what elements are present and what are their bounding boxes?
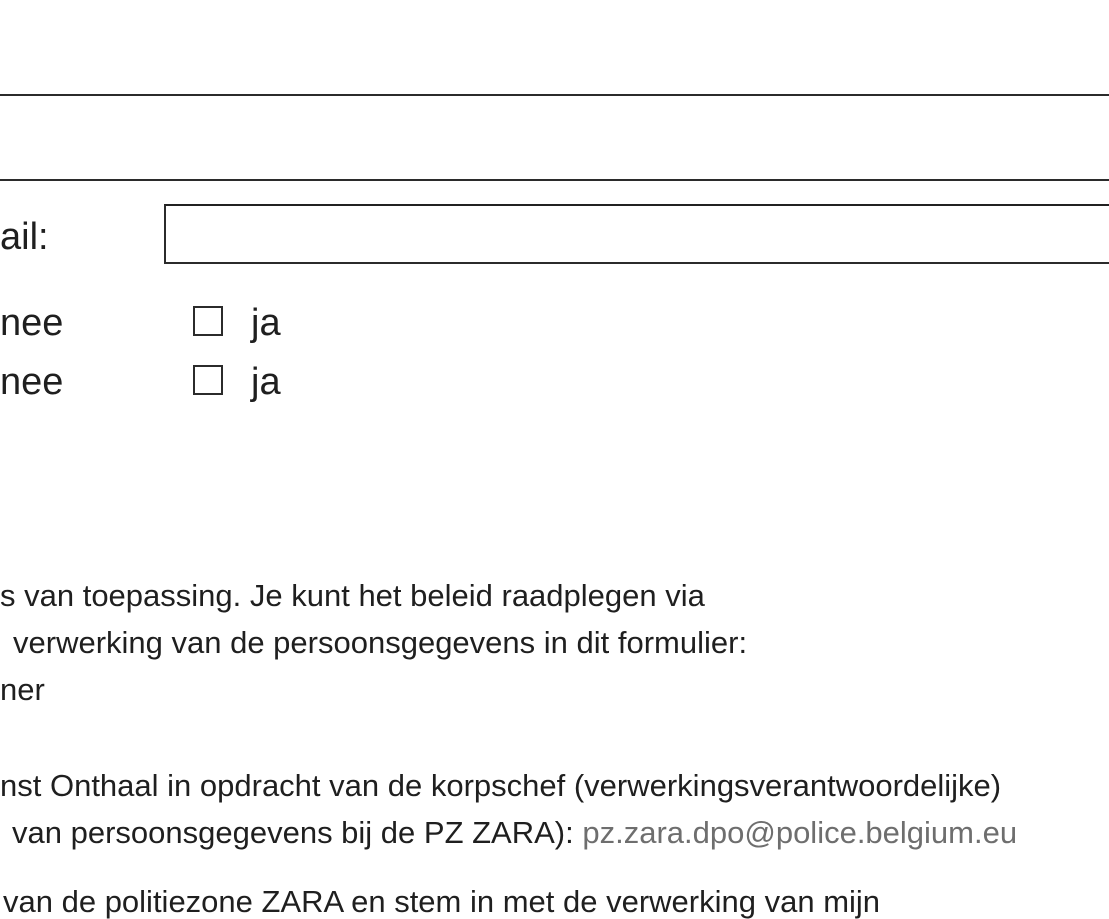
privacy-text-line-4: nst Onthaal in opdracht van de korpschef (verwerkingsverantwoordelijke): [0, 768, 1002, 803]
privacy-text-line-6: van de politiezone ZARA en stem in met de verwerking van mijn: [3, 884, 881, 919]
option-1-no-label: nee: [0, 302, 64, 344]
privacy-text-line-3: ner: [0, 672, 45, 707]
option-1-yes-checkbox[interactable]: [193, 306, 223, 336]
dpo-email-link[interactable]: pz.zara.dpo@police.belgium.eu: [582, 815, 1018, 850]
form-line-top: [0, 94, 1109, 96]
privacy-text-line-2: verwerking van de persoonsgegevens in dit formulier:: [13, 625, 748, 660]
option-2-no-label: nee: [0, 361, 64, 403]
dpo-contact-label: van persoonsgegevens bij de PZ ZARA):: [12, 815, 583, 850]
option-2-yes-label: ja: [251, 361, 281, 403]
option-1-yes-label: ja: [251, 302, 281, 344]
email-label: ail:: [0, 216, 49, 258]
email-field[interactable]: [164, 204, 1109, 264]
privacy-text-line-1: s van toepassing. Je kunt het beleid raadplegen via: [0, 578, 705, 613]
privacy-text-line-5: [12, 817, 1017, 848]
option-2-yes-checkbox[interactable]: [193, 365, 223, 395]
form-line-middle: [0, 179, 1109, 181]
